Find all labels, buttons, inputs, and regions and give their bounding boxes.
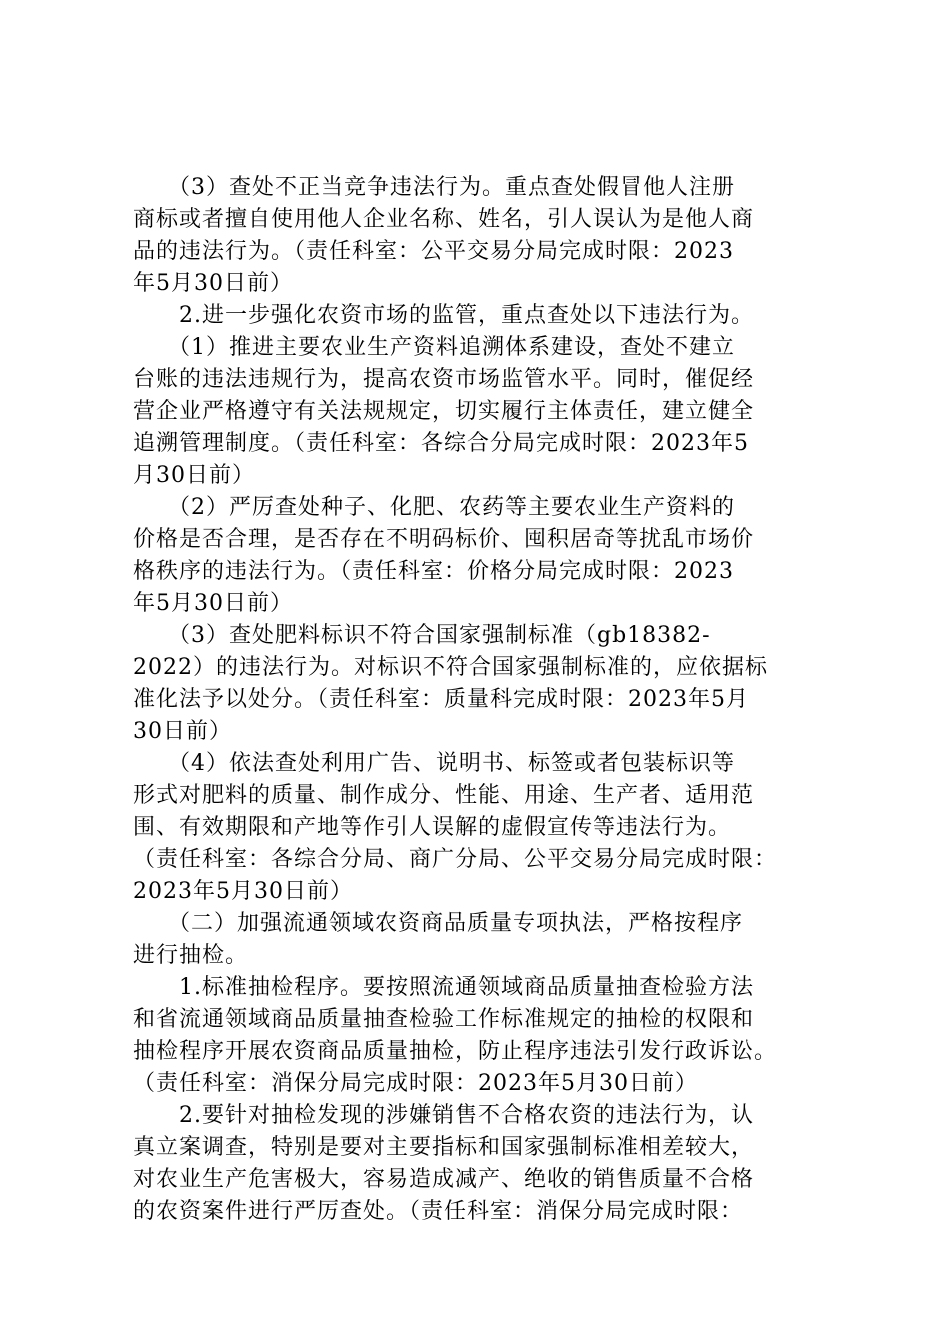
text-line: 价格是否合理，是否存在不明码标价、囤积居奇等扰乱市场价: [133, 527, 755, 552]
text-line: （4）依法查处利用广告、说明书、标签或者包装标识等: [133, 751, 735, 776]
text-line: （3）查处不正当竞争违法行为。重点查处假冒他人注册: [133, 175, 735, 200]
text-line: 真立案调查，特别是要对主要指标和国家强制标准相差较大，: [133, 1135, 755, 1160]
text-line: 形式对肥料的质量、制作成分、性能、用途、生产者、适用范: [133, 783, 755, 808]
text-line: 台账的违法违规行为，提高农资市场监管水平。同时，催促经: [133, 367, 755, 392]
text-line: 年5月30日前）: [133, 271, 293, 296]
text-line: （3）查处肥料标识不符合国家强制标准（gb18382-: [133, 623, 711, 648]
text-line: 准化法予以处分。（责任科室：质量科完成时限：2023年5月: [133, 687, 749, 712]
text-line: 和省流通领域商品质量抽查检验工作标准规定的抽检的权限和: [133, 1007, 755, 1032]
text-line: 30日前）: [133, 719, 232, 744]
text-line: 2022）的违法行为。对标识不符合国家强制标准的，应依据标: [133, 655, 768, 680]
text-line: 1.标准抽检程序。要按照流通领域商品质量抽查检验方法: [133, 975, 754, 1000]
text-line: 月30日前）: [133, 463, 255, 488]
text-line: 追溯管理制度。（责任科室：各综合分局完成时限：2023年5: [133, 431, 749, 456]
text-line: 商标或者擅自使用他人企业名称、姓名，引人误认为是他人商: [133, 207, 755, 232]
text-line: 2023年5月30日前）: [133, 879, 353, 904]
text-line: 营企业严格遵守有关法规规定，切实履行主体责任，建立健全: [133, 399, 755, 424]
text-line: 2.进一步强化农资市场的监管，重点查处以下违法行为。: [133, 303, 754, 328]
text-line: 进行抽检。: [133, 943, 249, 968]
text-line: （责任科室：各综合分局、商广分局、公平交易分局完成时限：: [133, 847, 778, 872]
text-line: 围、有效期限和产地等作引人误解的虚假宣传等违法行为。: [133, 815, 732, 840]
text-line: 年5月30日前）: [133, 591, 293, 616]
text-line: 的农资案件进行严厉查处。（责任科室：消保分局完成时限：: [133, 1199, 744, 1224]
text-line: 格秩序的违法行为。（责任科室：价格分局完成时限：2023: [133, 559, 734, 584]
text-line: 品的违法行为。（责任科室：公平交易分局完成时限：2023: [133, 239, 734, 264]
text-line: （2）严厉查处种子、化肥、农药等主要农业生产资料的: [133, 495, 735, 520]
text-line: （1）推进主要农业生产资料追溯体系建设，查处不建立: [133, 335, 735, 360]
text-line: （二）加强流通领域农资商品质量专项执法，严格按程序: [133, 911, 744, 936]
text-line: 抽检程序开展农资商品质量抽检，防止程序违法引发行政诉讼。: [133, 1039, 778, 1064]
text-line: 对农业生产危害极大，容易造成减产、绝收的销售质量不合格: [133, 1167, 755, 1192]
text-line: （责任科室：消保分局完成时限：2023年5月30日前）: [133, 1071, 698, 1096]
text-line: 2.要针对抽检发现的涉嫌销售不合格农资的违法行为，认: [133, 1103, 754, 1128]
document-body: [133, 172, 833, 1228]
